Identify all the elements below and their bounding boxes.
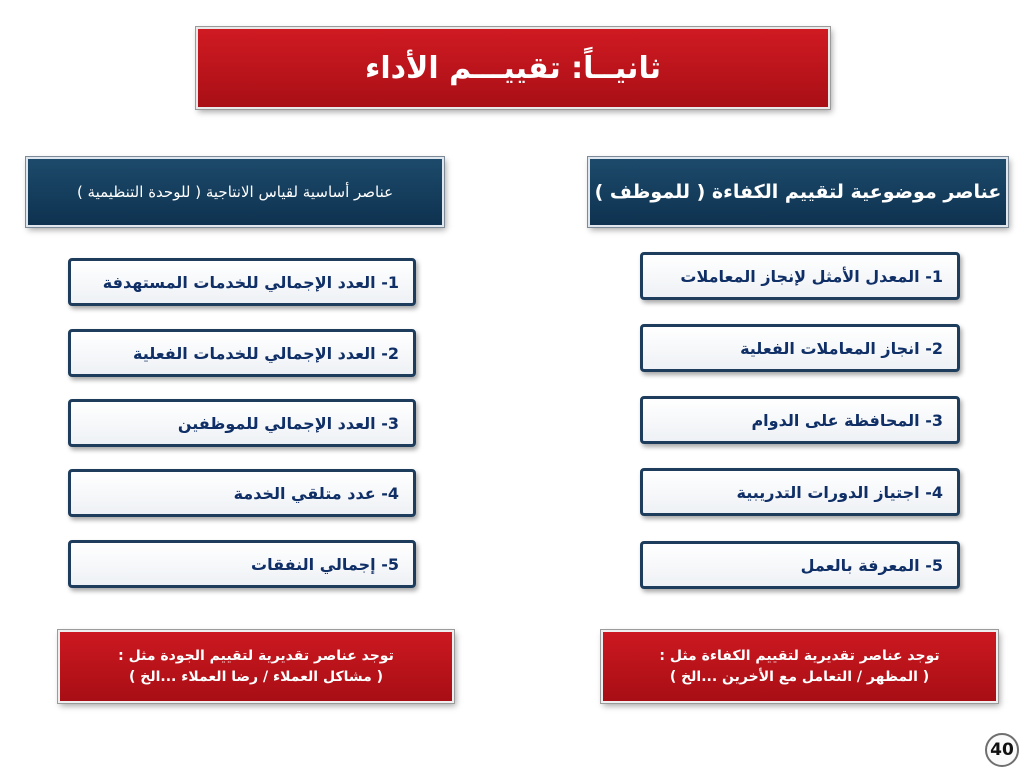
right-item-label: 4- اجتياز الدورات التدريبية (736, 482, 943, 502)
right-item-label: 2- انجاز المعاملات الفعلية (740, 338, 943, 358)
left-note (58, 630, 454, 703)
left-column-header-text: عناصر أساسية لقياس الانتاجية ( للوحدة التنظيمية ) (76, 183, 394, 201)
left-item-label: 2- العدد الإجمالي للخدمات الفعلية (132, 343, 399, 363)
left-item-label: 3- العدد الإجمالي للموظفين (177, 413, 399, 433)
page-number (985, 733, 1019, 767)
right-item-3 (640, 396, 960, 444)
left-item-label: 4- عدد متلقي الخدمة (233, 483, 399, 503)
right-item-5 (640, 541, 960, 589)
left-note-line-2: ( مشاكل العملاء / رضا العملاء ...الخ ) (128, 668, 384, 685)
right-item-4 (640, 468, 960, 516)
right-column-header (588, 157, 1008, 227)
right-item-label: 5- المعرفة بالعمل (800, 555, 943, 575)
left-item-4 (68, 469, 416, 517)
right-item-1 (640, 252, 960, 300)
right-note (601, 630, 998, 703)
slide-title-text: ثانيــاً: تقييـــم الأداء (365, 50, 661, 86)
right-item-label: 1- المعدل الأمثل لإنجاز المعاملات (680, 266, 943, 286)
right-item-2 (640, 324, 960, 372)
right-note-line-1: توجد عناصر تقديرية لتقييم الكفاءة مثل : (659, 647, 940, 664)
page-number-text: 40 (990, 740, 1014, 760)
left-item-label: 5- إجمالي النفقات (250, 554, 399, 574)
left-item-5 (68, 540, 416, 588)
right-note-line-2: ( المظهر / التعامل مع الأخرين ...الخ ) (669, 668, 930, 685)
right-column-header-text: عناصر موضوعية لتقييم الكفاءة ( للموظف ) (594, 181, 1002, 203)
left-item-label: 1- العدد الإجمالي للخدمات المستهدفة (102, 272, 399, 292)
left-item-3 (68, 399, 416, 447)
left-item-1 (68, 258, 416, 306)
slide-title (196, 27, 830, 109)
left-item-2 (68, 329, 416, 377)
left-column-header (26, 157, 444, 227)
left-note-line-1: توجد عناصر تقديرية لتقييم الجودة مثل : (118, 647, 394, 664)
right-item-label: 3- المحافظة على الدوام (751, 410, 943, 430)
